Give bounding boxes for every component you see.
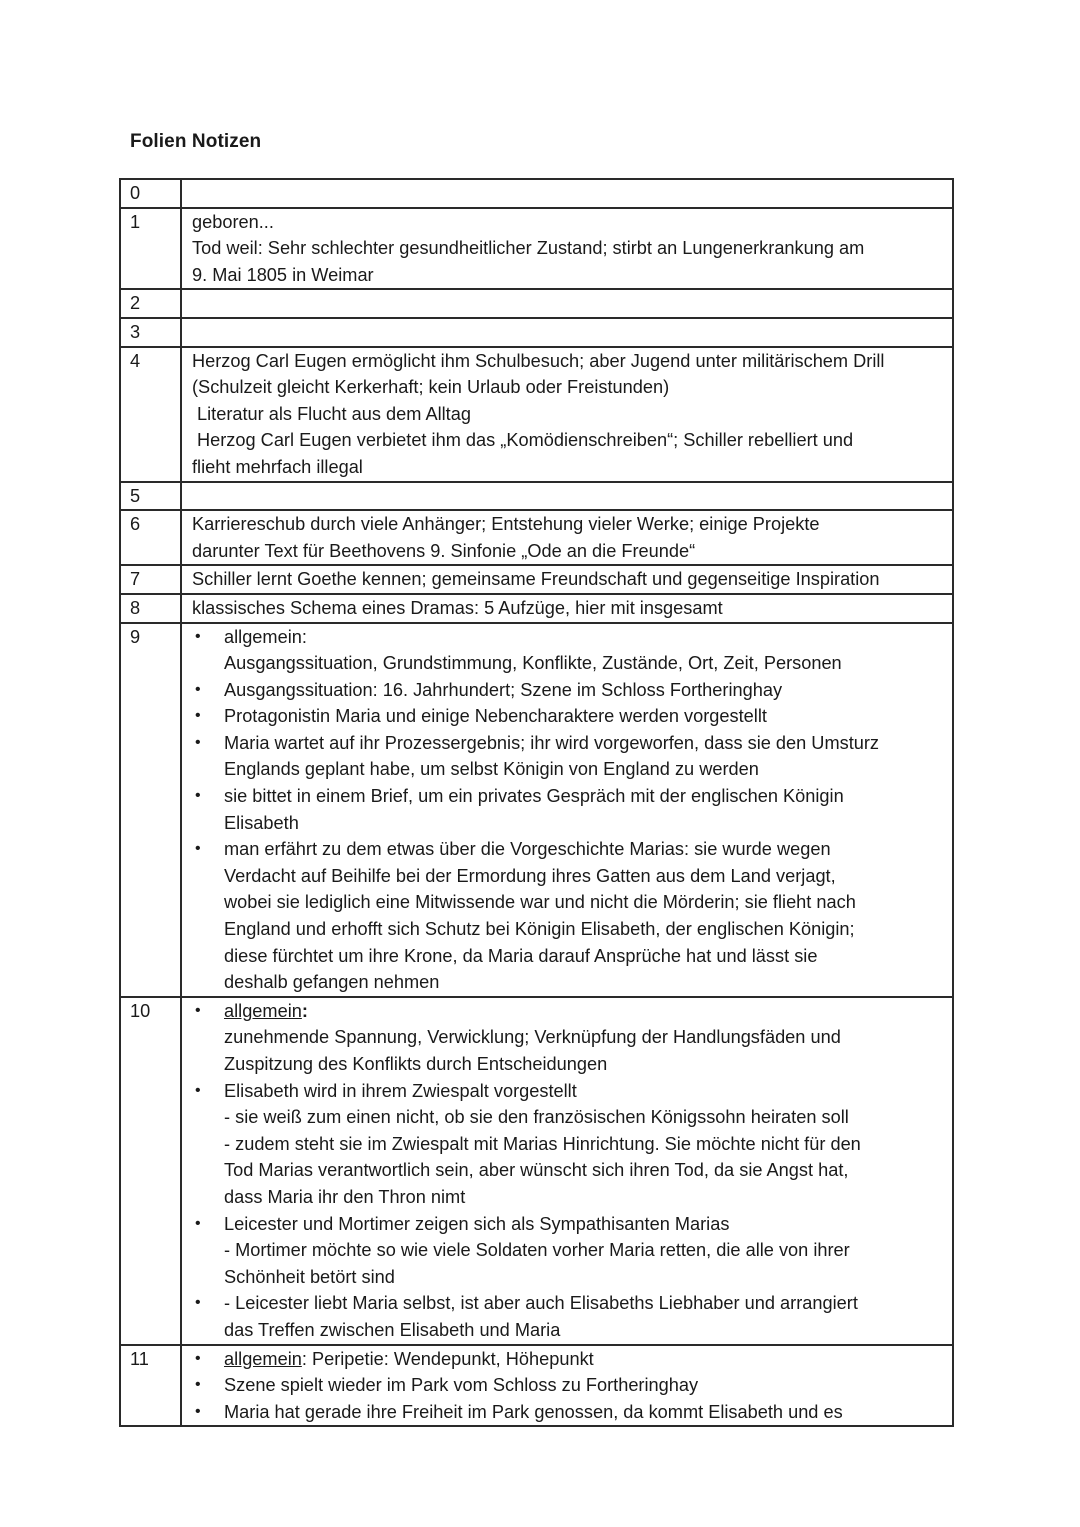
bullet-icon: •: [195, 787, 201, 805]
bullet-icon: •: [195, 1402, 201, 1420]
note-line: Tod weil: Sehr schlechter gesundheitlicher Zustand; stirbt an Lungenerkrankung am: [192, 238, 865, 259]
list-item: [192, 624, 950, 677]
slide-notes: [181, 289, 953, 318]
table-row: [120, 208, 953, 290]
slide-notes: [181, 997, 953, 1345]
list-item: [192, 1399, 950, 1426]
slide-notes: [181, 347, 953, 482]
note-line: [224, 998, 950, 1025]
note-line: geboren...: [192, 211, 274, 232]
note-line: dass Maria ihr den Thron nimt: [224, 1186, 466, 1207]
note-line: Herzog Carl Eugen verbietet ihm das „Komödienschreiben“; Schiller rebelliert und: [197, 430, 854, 451]
list-item: [192, 1078, 950, 1211]
note-line: Elisabeth: [224, 812, 299, 833]
bullet-icon: •: [195, 1001, 201, 1019]
slide-notes: [181, 623, 953, 997]
bullet-icon: •: [195, 1376, 201, 1394]
note-line: Tod Marias verantwortlich sein, aber wünscht sich ihren Tod, da sie Angst hat,: [224, 1160, 849, 1181]
slide-number: 9: [120, 623, 181, 997]
note-line: Englands geplant habe, um selbst Königin von England zu werden: [224, 759, 759, 780]
table-row: [120, 997, 953, 1345]
note-line: - sie weiß zum einen nicht, ob sie den französischen Königssohn heiraten soll: [224, 1107, 849, 1128]
slide-number: 1: [120, 208, 181, 290]
note-line: sie bittet in einem Brief, um ein privates Gespräch mit der englischen Königin: [224, 786, 844, 807]
note-line: Maria hat gerade ihre Freiheit im Park genossen, da kommt Elisabeth und es: [224, 1401, 843, 1422]
note-line: Schiller lernt Goethe kennen; gemeinsame Freundschaft und gegenseitige Inspiration: [192, 569, 880, 590]
note-line: das Treffen zwischen Elisabeth und Maria: [224, 1319, 561, 1340]
note-line: 9. Mai 1805 in Weimar: [192, 264, 374, 285]
note-line: wobei sie lediglich eine Mitwissende war und nicht die Mörderin; sie flieht nach: [224, 892, 856, 913]
table-row: [120, 565, 953, 594]
slide-notes: [181, 594, 953, 623]
note-line: klassisches Schema eines Dramas: 5 Aufzüge, hier mit insgesamt: [192, 597, 723, 618]
slide-notes: [181, 179, 953, 208]
slide-number: 2: [120, 289, 181, 318]
note-line: allgemein:: [224, 626, 307, 647]
slide-number: 3: [120, 318, 181, 347]
note-line: flieht mehrfach illegal: [192, 456, 363, 477]
underlined-heading: allgemein: [224, 1000, 302, 1021]
list-item: [192, 1346, 950, 1373]
slide-number: 4: [120, 347, 181, 482]
list-item: [192, 998, 950, 1078]
note-line: Herzog Carl Eugen ermöglicht ihm Schulbesuch; aber Jugend unter militärischem Drill: [192, 350, 885, 371]
note-line: deshalb gefangen nehmen: [224, 972, 440, 993]
slide-number: 7: [120, 565, 181, 594]
note-line: Karriereschub durch viele Anhänger; Entstehung vieler Werke; einige Projekte: [192, 514, 820, 535]
table-row: [120, 510, 953, 565]
note-line: Literatur als Flucht aus dem Alltag: [197, 403, 471, 424]
list-item: [192, 1290, 950, 1343]
table-row: [120, 1345, 953, 1427]
bullet-icon: •: [195, 840, 201, 858]
bullet-icon: •: [195, 707, 201, 725]
note-line: darunter Text für Beethovens 9. Sinfonie „Ode an die Freunde“: [192, 540, 696, 561]
slide-notes: [181, 208, 953, 290]
list-item: [192, 730, 950, 783]
note-line: - Mortimer möchte so wie viele Soldaten vorher Maria retten, die alle von ihrer: [224, 1240, 850, 1261]
heading-colon: :: [301, 1000, 308, 1021]
note-line: Zuspitzung des Konflikts durch Entscheidungen: [224, 1054, 608, 1074]
note-line: Szene spielt wieder im Park vom Schloss zu Fortheringhay: [224, 1375, 699, 1396]
slide-notes: [181, 1345, 953, 1427]
table-row: [120, 179, 953, 208]
list-item: [192, 783, 950, 836]
bullet-icon: •: [195, 1294, 201, 1312]
note-line: Schönheit betört sind: [224, 1266, 395, 1287]
note-line: Elisabeth wird in ihrem Zwiespalt vorgestellt: [224, 1080, 577, 1101]
bullet-list: [192, 1346, 950, 1426]
slide-number: 10: [120, 997, 181, 1345]
note-line: (Schulzeit gleicht Kerkerhaft; kein Urlaub oder Freistunden): [192, 377, 670, 398]
bullet-icon: •: [195, 733, 201, 751]
note-line: zunehmende Spannung, Verwicklung; Verknüpfung der Handlungsfäden und: [224, 1027, 841, 1048]
note-line: Leicester und Mortimer zeigen sich als Sympathisanten Marias: [224, 1213, 730, 1234]
table-row: [120, 318, 953, 347]
slide-notes: [181, 565, 953, 594]
list-item: [192, 836, 950, 996]
page-title: Folien Notizen: [130, 131, 262, 152]
slide-number: 5: [120, 482, 181, 511]
bullet-icon: •: [195, 1214, 201, 1232]
list-item: [192, 677, 950, 704]
note-line: England und erhofft sich Schutz bei Königin Elisabeth, der englischen Königin;: [224, 919, 855, 940]
note-line: [224, 1346, 950, 1373]
slide-number: 6: [120, 510, 181, 565]
note-line: Ausgangssituation: 16. Jahrhundert; Szene im Schloss Fortheringhay: [224, 679, 783, 700]
note-line: - Leicester liebt Maria selbst, ist aber auch Elisabeths Liebhaber und arrangiert: [224, 1293, 858, 1314]
table-row: [120, 289, 953, 318]
list-item: [192, 1372, 950, 1399]
slide-notes: [181, 482, 953, 511]
bullet-icon: •: [195, 1081, 201, 1099]
bullet-list: [192, 998, 950, 1344]
note-line: Protagonistin Maria und einige Nebencharaktere werden vorgestellt: [224, 706, 767, 727]
note-line: - zudem steht sie im Zwiespalt mit Marias Hinrichtung. Sie möchte nicht für den: [224, 1133, 861, 1154]
notes-table: [119, 178, 954, 1427]
table-row: [120, 594, 953, 623]
note-line: man erfährt zu dem etwas über die Vorgeschichte Marias: sie wurde wegen: [224, 839, 831, 860]
table-row: [120, 623, 953, 997]
list-item: [192, 703, 950, 730]
slide-number: 0: [120, 179, 181, 208]
note-line: Ausgangssituation, Grundstimmung, Konflikte, Zustände, Ort, Zeit, Personen: [224, 653, 842, 674]
table-row: [120, 347, 953, 482]
bullet-icon: •: [195, 1349, 201, 1367]
slide-notes: [181, 318, 953, 347]
note-line: Maria wartet auf ihr Prozessergebnis; ihr wird vorgeworfen, dass sie den Umsturz: [224, 732, 880, 753]
bullet-icon: •: [195, 680, 201, 698]
bullet-icon: •: [195, 627, 201, 645]
note-line: Verdacht auf Beihilfe bei der Ermordung ihres Gatten aus dem Land verjagt,: [224, 865, 836, 886]
table-row: [120, 482, 953, 511]
underlined-heading: allgemein: [224, 1348, 302, 1369]
slide-number: 8: [120, 594, 181, 623]
heading-rest: : Peripetie: Wendepunkt, Höhepunkt: [301, 1348, 594, 1369]
bullet-list: [192, 624, 950, 996]
slide-number: 11: [120, 1345, 181, 1427]
note-line: diese fürchtet um ihre Krone, da Maria darauf Ansprüche hat und lässt sie: [224, 945, 818, 966]
list-item: [192, 1211, 950, 1291]
slide-notes: [181, 510, 953, 565]
